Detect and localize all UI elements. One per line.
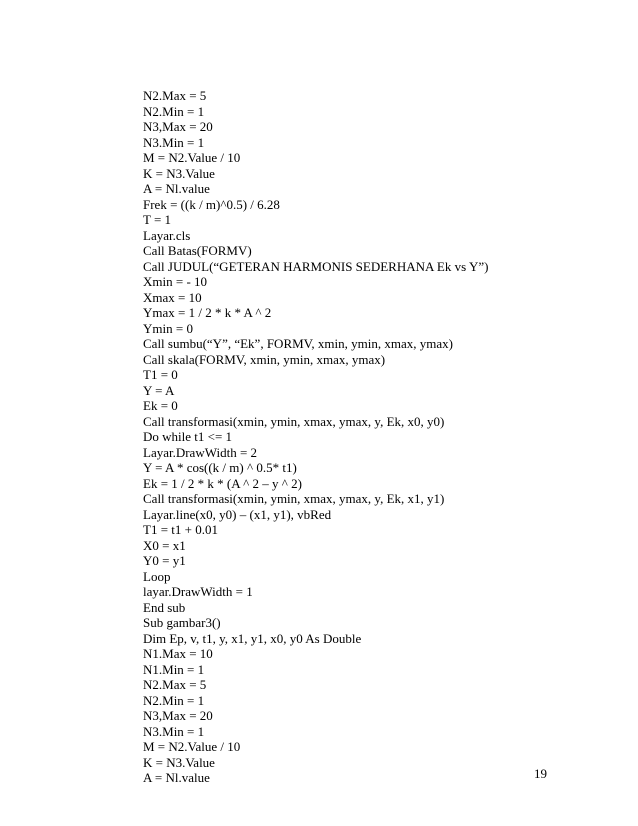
code-line: Dim Ep, v, t1, y, x1, y1, x0, y0 As Double	[143, 630, 362, 646]
code-line: Layar.line(x0, y0) – (x1, y1), vbRed	[143, 506, 332, 522]
code-line: Layar.cls	[143, 227, 191, 243]
code-line: T = 1	[143, 212, 172, 227]
code-line: layar.DrawWidth = 1	[143, 584, 253, 599]
code-line: Call transformasi(xmin, ymin, xmax, ymax, y, Ek, x1, y1)	[143, 491, 445, 506]
code-line: Ymin = 0	[143, 320, 193, 336]
code-line: Y = A	[143, 382, 175, 398]
code-line: End sub	[143, 599, 186, 615]
code-line: N1.Min = 1	[143, 661, 205, 677]
code-line: Do while t1 <= 1	[143, 429, 233, 444]
code-line: N3.Min = 1	[143, 134, 205, 150]
code-line: N3.Min = 1	[143, 723, 205, 739]
code-line: Frek = ((k / m)^0.5) / 6.28	[143, 196, 280, 212]
code-line: N3,Max = 20	[143, 119, 213, 134]
code-line: Y0 = y1	[143, 553, 186, 568]
code-line: Xmax = 10	[143, 289, 202, 305]
code-line: Call sumbu(“Y”, “Ek”, FORMV, xmin, ymin, xmax, ymax)	[143, 336, 453, 351]
code-line: T1 = t1 + 0.01	[143, 522, 218, 537]
code-line: Sub gambar3()	[143, 615, 221, 630]
code-line: N2.Max = 5	[143, 677, 207, 692]
code-line: M = N2.Value / 10	[143, 150, 241, 165]
page-number: 19	[534, 766, 547, 781]
code-line: N2.Min = 1	[143, 692, 205, 708]
code-line: A = Nl.value	[143, 770, 210, 785]
code-line: Call Batas(FORMV)	[143, 243, 252, 258]
code-line: N1.Max = 10	[143, 646, 213, 661]
code-line: Xmin = - 10	[143, 274, 208, 289]
code-line: N3,Max = 20	[143, 708, 213, 723]
code-line: A = Nl.value	[143, 181, 210, 196]
code-line: N2.Max = 5	[143, 88, 207, 103]
code-line: K = N3.Value	[143, 754, 215, 770]
code-line: Call skala(FORMV, xmin, ymin, xmax, ymax)	[143, 351, 386, 367]
code-line: T1 = 0	[143, 367, 178, 382]
code-line: Call transformasi(xmin, ymin, xmax, ymax, y, Ek, x0, y0)	[143, 413, 445, 429]
code-line: Layar.DrawWidth = 2	[143, 444, 258, 460]
code-line: M = N2.Value / 10	[143, 739, 241, 754]
code-listing	[143, 88, 583, 786]
code-line: N2.Min = 1	[143, 103, 205, 119]
code-line: X0 = x1	[143, 537, 186, 553]
code-line: Ek = 1 / 2 * k * (A ^ 2 – y ^ 2)	[143, 475, 302, 491]
code-line: K = N3.Value	[143, 165, 215, 181]
code-line: Loop	[143, 568, 171, 584]
code-line: Y = A * cos((k / m) ^ 0.5* t1)	[143, 460, 297, 475]
code-line: Call JUDUL(“GETERAN HARMONIS SEDERHANA Ek vs Y”)	[143, 258, 489, 274]
code-line: Ek = 0	[143, 398, 178, 413]
code-line: Ymax = 1 / 2 * k * A ^ 2	[143, 305, 272, 320]
